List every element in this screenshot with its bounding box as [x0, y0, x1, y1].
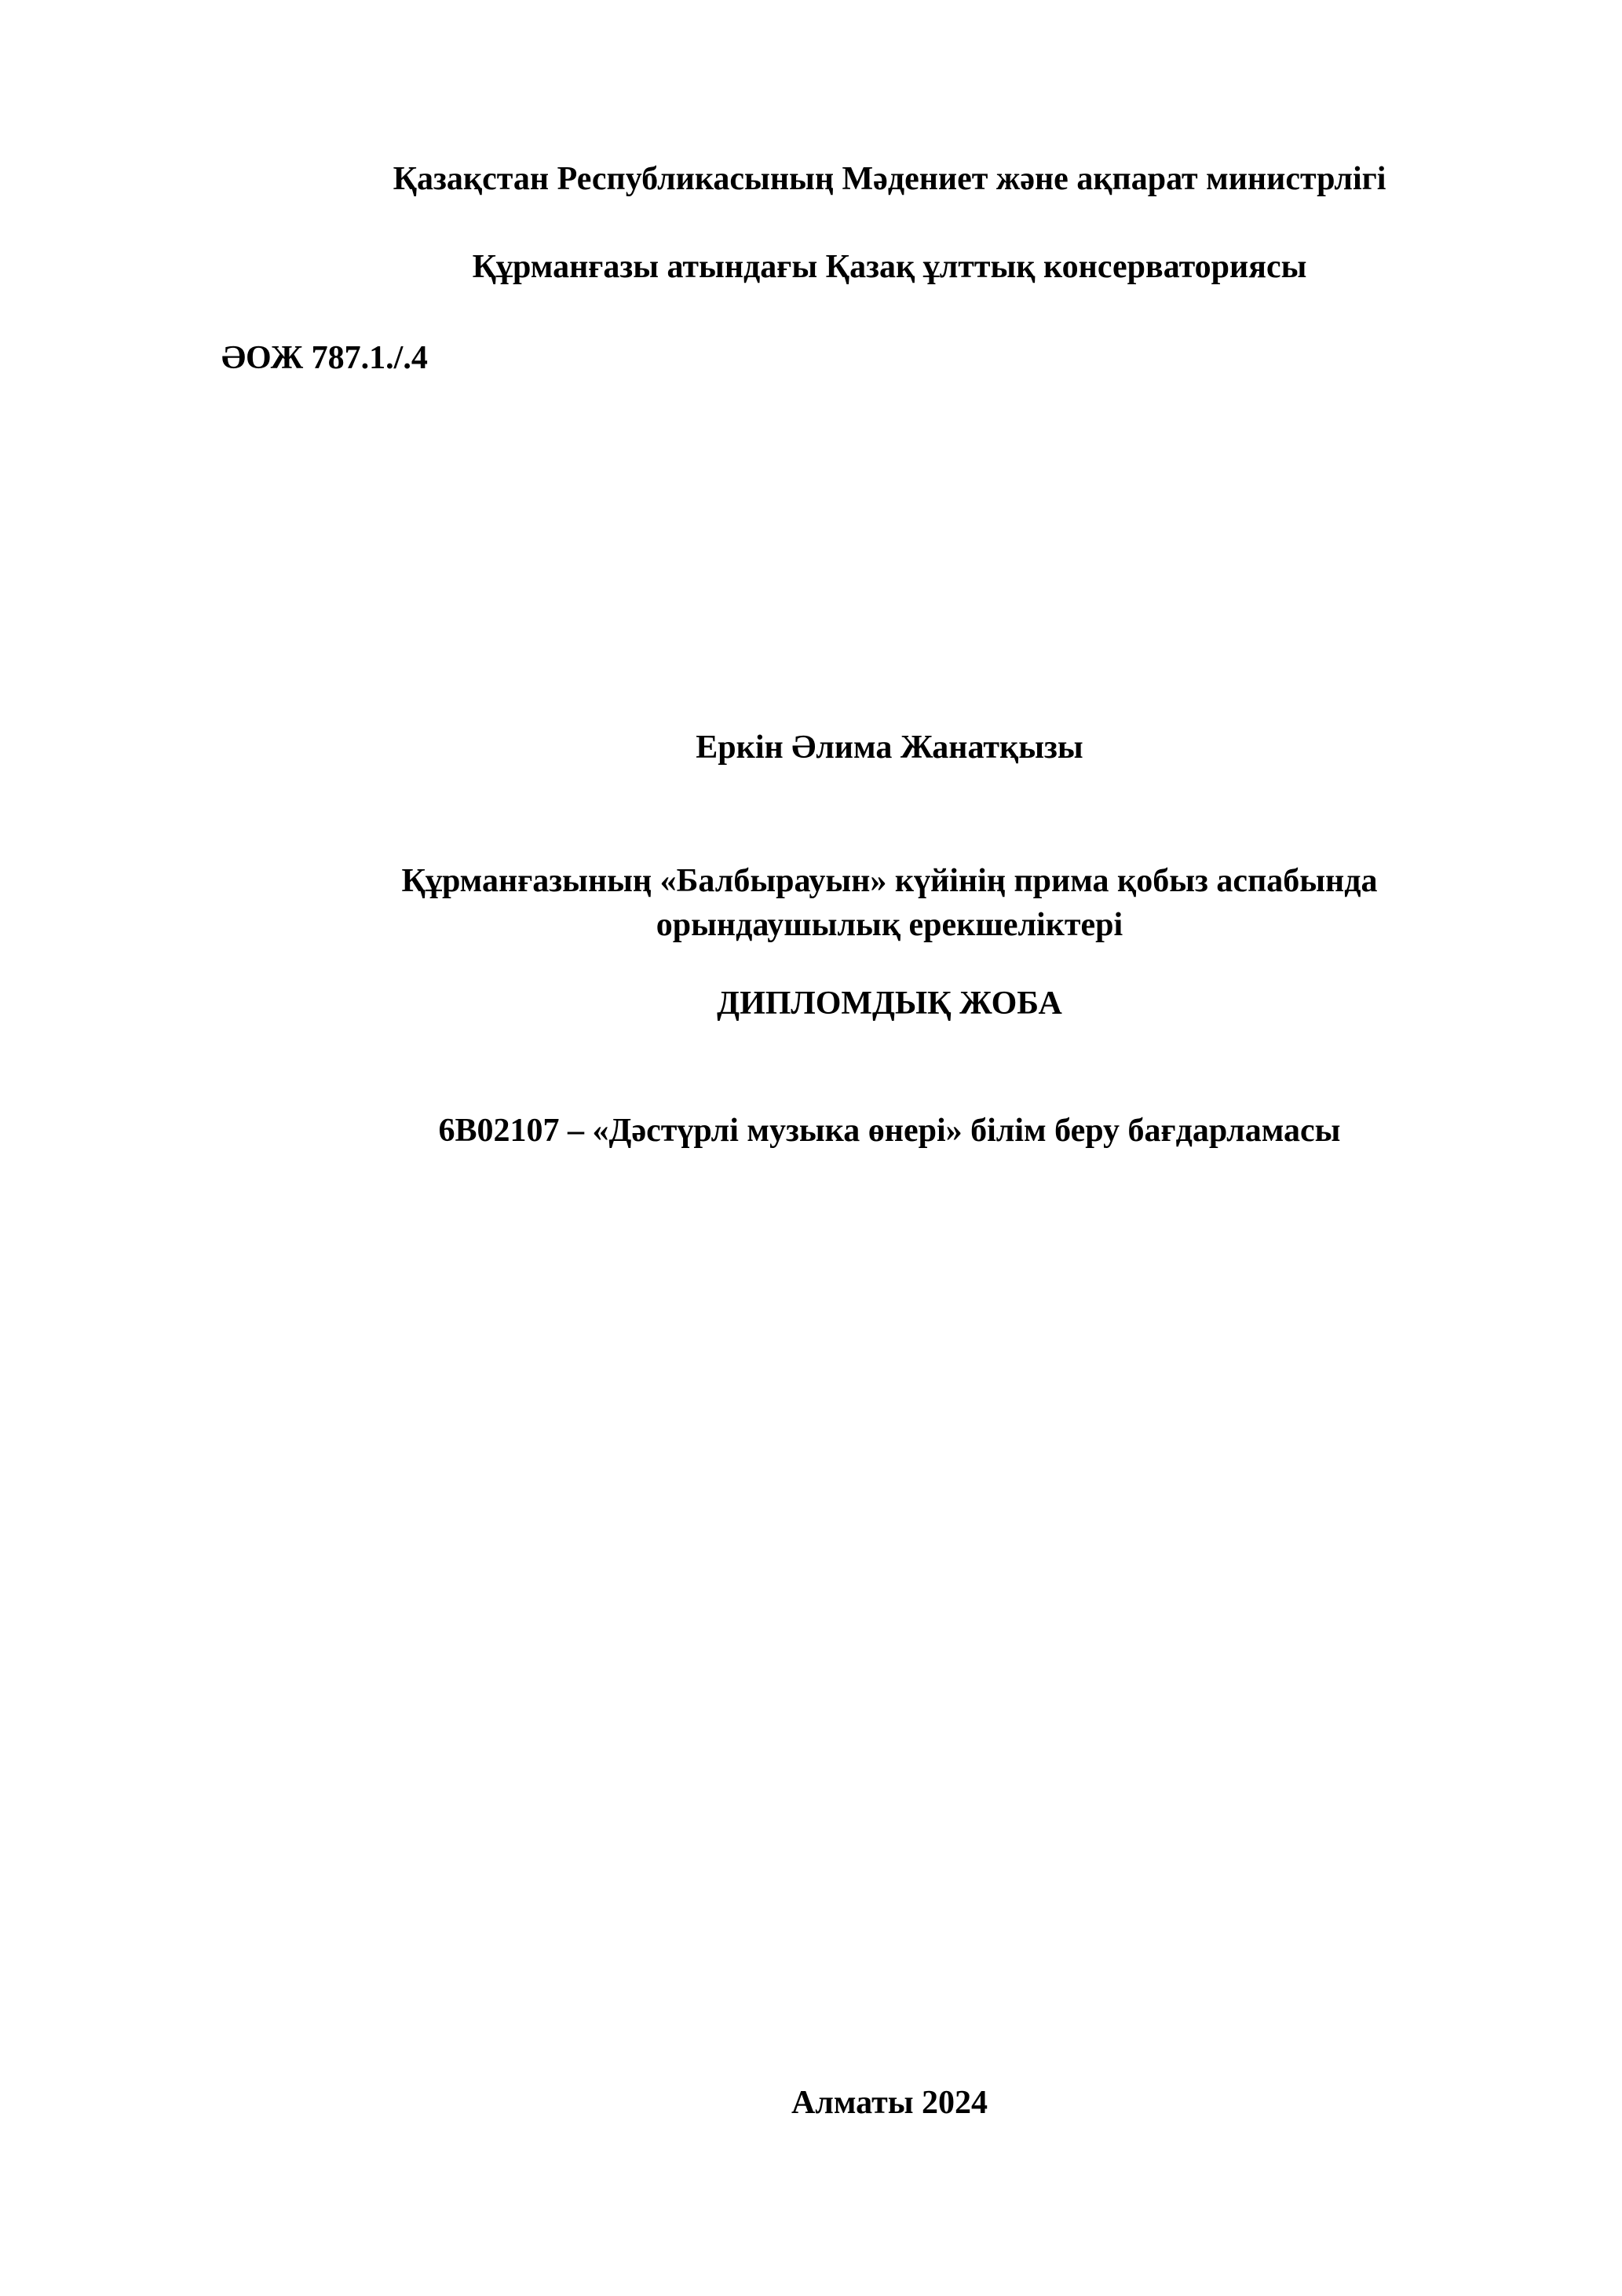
institution-heading: Құрманғазы атындағы Қазақ ұлттық консерваториясы	[472, 249, 1307, 285]
thesis-title-line-2: орындаушылық ерекшеліктері	[656, 907, 1123, 943]
udc-code: ӘОЖ 787.1./.4	[221, 340, 428, 376]
thesis-title	[0, 859, 1622, 947]
project-type: ДИПЛОМДЫҚ ЖОБА	[717, 985, 1062, 1022]
author-name: Еркін Әлима Жанатқызы	[696, 729, 1083, 766]
city-year: Алматы 2024	[791, 2085, 988, 2121]
ministry-heading: Қазақстан Республикасының Мәдениет және ақпарат министрлігі	[393, 161, 1386, 197]
thesis-title-line-1: Құрманғазының «Балбырауын» күйінің прима қобыз аспабында	[401, 863, 1378, 899]
education-program: 6В02107 – «Дәстүрлі музыка өнері» білім беру бағдарламасы	[438, 1113, 1341, 1149]
